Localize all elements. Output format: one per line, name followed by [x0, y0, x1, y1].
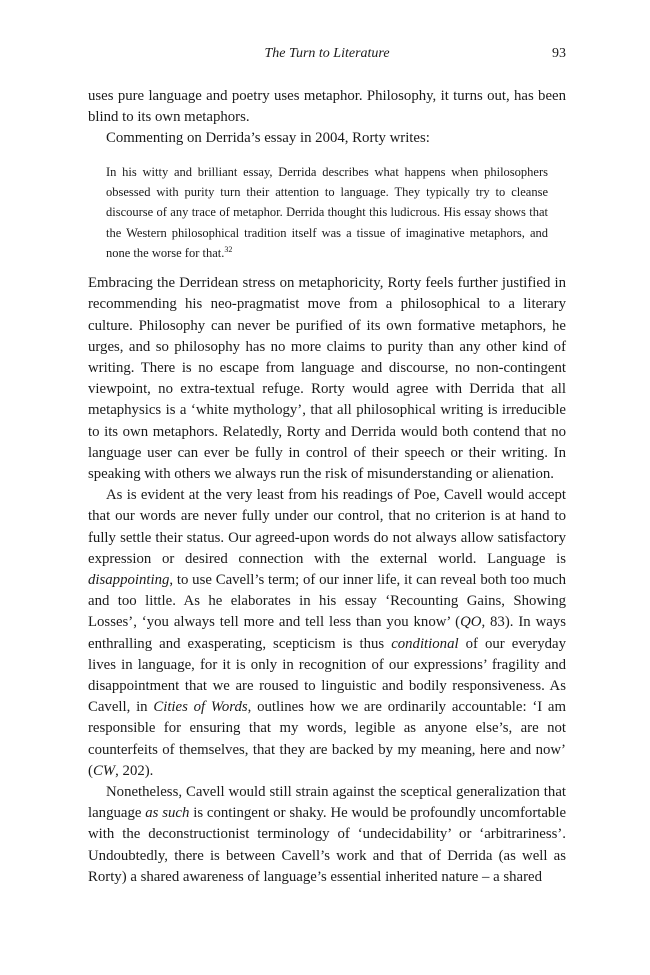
- text-segment: , outlines how we are ordinarily accountable: ‘I am responsible for ensuring that my words, legible as anyone else’s, are not counterfeits of themselves, that they are backed by my meaning, here and now’ (: [88, 699, 567, 779]
- italic-text: as such: [145, 805, 190, 822]
- text-segment: is contingent or shaky. He would be profoundly uncomfortable with the deconstructionist terminology of ‘undecidability’ or ‘arbitrariness’. Undoubtedly, there is between Cavell’s work and that of Derrida (as well as Rorty) a shared awareness of language’s essential inherited nature – a shared: [88, 805, 567, 885]
- italic-text: conditional: [391, 635, 459, 652]
- page-number: 93: [552, 46, 566, 61]
- italic-text: Cities of Words: [153, 699, 248, 716]
- cavell-poe-paragraph: [88, 485, 566, 782]
- text-segment: of our everyday lives in language, for it is only in recognition of our expressions’ fragility and disappointment that we are roused to linguistic and bodily responsiveness. As Cavell, in: [88, 635, 566, 716]
- running-title: The Turn to Literature: [264, 46, 390, 61]
- text-segment: Nonetheless, Cavell would still strain against the sceptical generalization that language: [88, 783, 566, 822]
- body-text: [88, 86, 566, 888]
- derridean-paragraph: [88, 273, 566, 485]
- text-segment: Embracing the Derridean stress on metaphoricity, Rorty feels further justified in recommending his neo-pragmatist move from a philosophical to a literary culture. Philosophy can never be purified of its own formative metaphors, he urges, and so philosophy has no more claims to purity than any other kind of writing. There is no escape from language and discourse, no non-contingent viewpoint, no extra-textual refuge. Rorty would agree with Derrida that all metaphysics is a ‘white mythology’, that all philosophical writing is irreducible to its own metaphors. Relatedly, Rorty and Derrida would both contend that no language user can ever be fully in control of their speech or their writing. In speaking with others we always run the risk of misunderstanding or alienation.: [88, 275, 566, 482]
- cavell-strain-paragraph: [88, 782, 566, 888]
- italic-text: QO: [460, 614, 482, 631]
- text-segment: , 83). In ways enthralling and exasperating, scepticism is thus: [88, 614, 566, 652]
- text-segment: uses pure language and poetry uses metaphor. Philosophy, it turns out, has been blind to its own metaphors.: [88, 88, 566, 126]
- text-segment: Commenting on Derrida’s essay in 2004, Rorty writes:: [106, 130, 430, 147]
- text-segment: In his witty and brilliant essay, Derrida describes what happens when philosophers obsessed with purity turn their attention to language. They typically try to cleanse discourse of any trace of metaphor. Derrida thought this ludicrous. His essay shows that the Western philosophical tradition itself was a tissue of imaginative metaphors, and none the worse for that.: [106, 164, 548, 260]
- quote-intro-paragraph: [88, 128, 566, 149]
- footnote-ref: 32: [224, 244, 233, 254]
- text-segment: As is evident at the very least from his readings of Poe, Cavell would accept that our words are never fully under our control, that no criterion is at hand to fully settle their status. Our agreed-upon words do not always allow satisfactory expression or desired connection with the external world. Language is: [88, 487, 566, 567]
- italic-text: disappointing: [88, 571, 170, 588]
- continued-paragraph: [88, 86, 566, 128]
- block-quote: [106, 162, 548, 263]
- text-segment: , 202).: [115, 762, 154, 779]
- page-header: [88, 46, 566, 66]
- italic-text: CW: [92, 762, 116, 779]
- text-segment: , to use Cavell’s term; of our inner life, it can reveal both too much and too little. As he elaborates in his essay ‘Recounting Gains, Showing Losses’, ‘you always tell more and tell less than you know’ (: [88, 571, 566, 631]
